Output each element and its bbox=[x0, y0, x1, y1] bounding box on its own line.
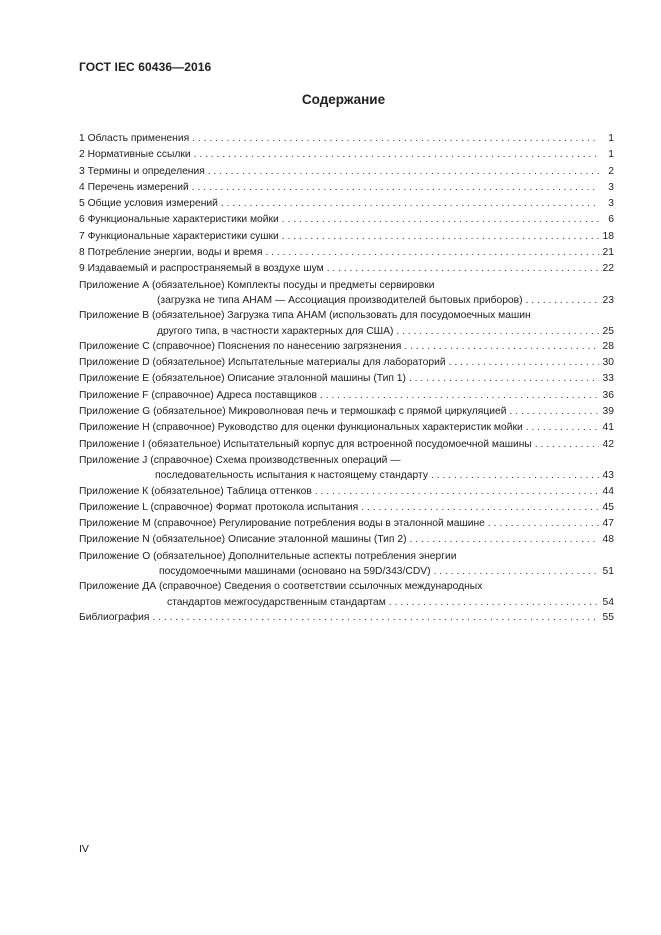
toc-entry-page: 23 bbox=[602, 294, 614, 306]
toc-entry-page: 2 bbox=[608, 165, 614, 177]
dot-leader bbox=[194, 147, 599, 163]
toc-entry-page: 47 bbox=[602, 518, 614, 530]
toc-line bbox=[79, 500, 614, 516]
toc-entry-page: 41 bbox=[602, 422, 614, 434]
toc-entry[interactable] bbox=[79, 453, 614, 484]
toc-entry[interactable] bbox=[79, 164, 614, 180]
toc-line bbox=[79, 339, 614, 355]
dot-leader bbox=[404, 339, 599, 355]
dot-leader bbox=[282, 229, 599, 245]
toc-line bbox=[79, 164, 614, 180]
toc-entry[interactable] bbox=[79, 355, 614, 371]
dot-leader bbox=[208, 164, 599, 180]
toc-entry-title: Приложение О (обязательное) Дополнительные аспекты потребления энергии bbox=[79, 550, 457, 562]
document-header: ГОСТ IEC 60436—2016 bbox=[79, 60, 212, 74]
table-of-contents bbox=[79, 131, 614, 626]
toc-entry[interactable] bbox=[79, 579, 614, 610]
toc-entry[interactable] bbox=[79, 420, 614, 436]
dot-leader bbox=[526, 293, 599, 308]
toc-entry-title: (загрузка не типа АНАМ — Ассоциация производителей бытовых приборов) bbox=[157, 294, 523, 306]
toc-entry[interactable] bbox=[79, 339, 614, 355]
toc-entry-page: 45 bbox=[602, 501, 614, 513]
toc-entry[interactable] bbox=[79, 500, 614, 516]
toc-entry-title: Приложение I (обязательное) Испытательный корпус для встроенной посудомоечной машины bbox=[79, 438, 532, 450]
dot-leader bbox=[535, 437, 599, 453]
toc-entry-title: 3 Термины и определения bbox=[79, 165, 205, 177]
dot-leader bbox=[265, 245, 599, 261]
toc-line bbox=[79, 532, 614, 548]
toc-line bbox=[79, 453, 614, 468]
dot-leader bbox=[282, 212, 599, 228]
dot-leader bbox=[315, 484, 599, 500]
dot-leader bbox=[449, 355, 599, 371]
toc-entry-page: 18 bbox=[602, 230, 614, 242]
toc-entry-page: 48 bbox=[602, 534, 614, 546]
toc-entry[interactable] bbox=[79, 229, 614, 245]
toc-line bbox=[79, 308, 614, 323]
toc-entry[interactable] bbox=[79, 610, 614, 626]
toc-entry-title: 9 Издаваемый и распространяемый в воздухе шум bbox=[79, 263, 324, 275]
toc-line bbox=[79, 324, 614, 339]
toc-entry-page: 3 bbox=[608, 198, 614, 210]
toc-line bbox=[79, 131, 614, 147]
dot-leader bbox=[488, 516, 599, 532]
toc-entry-title: Приложение F (справочное) Адреса поставщиков bbox=[79, 389, 318, 401]
toc-entry[interactable] bbox=[79, 278, 614, 309]
dot-leader bbox=[221, 196, 599, 212]
toc-entry-page: 30 bbox=[602, 357, 614, 369]
toc-entry[interactable] bbox=[79, 131, 614, 147]
dot-leader bbox=[327, 261, 599, 277]
toc-entry-page: 22 bbox=[602, 263, 614, 275]
dot-leader bbox=[192, 131, 599, 147]
toc-entry-page: 51 bbox=[602, 566, 614, 578]
toc-line bbox=[79, 437, 614, 453]
toc-entry[interactable] bbox=[79, 437, 614, 453]
toc-entry[interactable] bbox=[79, 261, 614, 277]
toc-line bbox=[79, 549, 614, 564]
toc-line bbox=[79, 293, 614, 308]
toc-entry-page: 1 bbox=[608, 133, 614, 144]
toc-entry[interactable] bbox=[79, 388, 614, 404]
dot-leader bbox=[361, 500, 599, 516]
toc-entry[interactable] bbox=[79, 484, 614, 500]
toc-line bbox=[79, 278, 614, 293]
dot-leader bbox=[431, 468, 599, 483]
toc-line bbox=[79, 420, 614, 436]
toc-entry[interactable] bbox=[79, 196, 614, 212]
dot-leader bbox=[396, 324, 599, 339]
toc-line bbox=[79, 261, 614, 277]
dot-leader bbox=[410, 532, 600, 548]
toc-entry-title: Приложение А (обязательное) Комплекты посуды и предметы сервировки bbox=[79, 279, 435, 291]
toc-entry-page: 39 bbox=[602, 406, 614, 418]
dot-leader bbox=[152, 610, 599, 626]
toc-entry-page: 25 bbox=[602, 325, 614, 337]
toc-entry-page: 33 bbox=[602, 373, 614, 385]
toc-line bbox=[79, 355, 614, 371]
toc-entry[interactable] bbox=[79, 404, 614, 420]
toc-line bbox=[79, 404, 614, 420]
toc-entry-title: 7 Функциональные характеристики сушки bbox=[79, 230, 279, 242]
toc-line bbox=[79, 610, 614, 626]
toc-entry-title: 6 Функциональные характеристики мойки bbox=[79, 214, 279, 226]
toc-entry[interactable] bbox=[79, 371, 614, 387]
toc-line bbox=[79, 484, 614, 500]
toc-entry-title: 2 Нормативные ссылки bbox=[79, 149, 191, 161]
toc-line bbox=[79, 468, 614, 483]
toc-entry[interactable] bbox=[79, 308, 614, 339]
toc-line bbox=[79, 147, 614, 163]
toc-entry-page: 42 bbox=[602, 438, 614, 450]
toc-entry-title: Приложение J (справочное) Схема производственных операций — bbox=[79, 454, 401, 466]
toc-line bbox=[79, 371, 614, 387]
page-number: IV bbox=[79, 843, 89, 855]
toc-entry-page: 1 bbox=[608, 149, 614, 161]
dot-leader bbox=[409, 371, 599, 387]
toc-entry-page: 44 bbox=[602, 485, 614, 497]
toc-entry-title: Приложение Н (справочное) Руководство для оценки функциональных характеристик мойки bbox=[79, 422, 523, 434]
toc-entry-title: Приложение N (обязательное) Описание эталонной машины (Тип 2) bbox=[79, 534, 407, 546]
toc-entry-title: стандартов межгосударственным стандартам bbox=[167, 596, 386, 608]
toc-entry[interactable] bbox=[79, 549, 614, 580]
toc-entry[interactable] bbox=[79, 532, 614, 548]
toc-entry[interactable] bbox=[79, 245, 614, 261]
dot-leader bbox=[526, 420, 599, 436]
toc-line bbox=[79, 564, 614, 579]
dot-leader bbox=[434, 564, 599, 579]
toc-entry-title: Приложение М (справочное) Регулирование потребления воды в эталонной машине bbox=[79, 518, 485, 530]
dot-leader bbox=[320, 388, 599, 404]
dot-leader bbox=[389, 595, 599, 610]
toc-line bbox=[79, 388, 614, 404]
toc-entry-page: 6 bbox=[608, 214, 614, 226]
toc-entry-title: 8 Потребление энергии, воды и время bbox=[79, 247, 263, 259]
toc-entry-title: Приложение L (справочное) Формат протокола испытания bbox=[79, 501, 359, 513]
toc-entry-page: 28 bbox=[602, 340, 614, 352]
toc-entry-page: 54 bbox=[602, 596, 614, 608]
toc-line bbox=[79, 516, 614, 532]
dot-leader bbox=[192, 180, 599, 196]
toc-entry-page: 3 bbox=[608, 181, 614, 193]
toc-line bbox=[79, 212, 614, 228]
toc-entry-title: Приложение G (обязательное) Микроволновая печь и термошкаф с прямой циркуляцией bbox=[79, 406, 507, 418]
toc-entry-title: Приложение D (обязательное) Испытательные материалы для лабораторий bbox=[79, 357, 446, 369]
toc-entry-title: Приложение ДА (справочное) Сведения о соответствии ссылочных международных bbox=[79, 581, 483, 593]
toc-entry[interactable] bbox=[79, 147, 614, 163]
toc-entry-title: Приложение К (обязательное) Таблица оттенков bbox=[79, 485, 312, 497]
toc-entry-title: 1 Область применения bbox=[79, 133, 190, 144]
toc-entry-title: Приложение С (справочное) Пояснения по нанесению загрязнения bbox=[79, 340, 402, 352]
toc-line bbox=[79, 180, 614, 196]
toc-entry[interactable] bbox=[79, 212, 614, 228]
toc-entry-page: 43 bbox=[602, 470, 614, 482]
toc-entry-title: посудомоечными машинами (основано на 59D/343/CDV) bbox=[159, 566, 431, 578]
toc-entry-title: Приложение Е (обязательное) Описание эталонной машины (Тип 1) bbox=[79, 373, 406, 385]
toc-entry-page: 55 bbox=[602, 611, 614, 623]
toc-line bbox=[79, 229, 614, 245]
toc-entry-title: 4 Перечень измерений bbox=[79, 181, 189, 193]
toc-line bbox=[79, 196, 614, 212]
toc-entry-title: Приложение В (обязательное) Загрузка типа АНАМ (использовать для посудомоечных машин bbox=[79, 310, 531, 322]
toc-line bbox=[79, 595, 614, 610]
toc-entry[interactable] bbox=[79, 180, 614, 196]
toc-line bbox=[79, 579, 614, 594]
toc-entry-title: Библиография bbox=[79, 611, 150, 623]
toc-entry-title: 5 Общие условия измерений bbox=[79, 198, 218, 210]
toc-entry-title: последовательность испытания к настоящему стандарту bbox=[155, 470, 428, 482]
dot-leader bbox=[510, 404, 599, 420]
toc-entry-page: 21 bbox=[602, 247, 614, 259]
toc-entry[interactable] bbox=[79, 516, 614, 532]
toc-entry-title: другого типа, в частности характерных для США) bbox=[157, 325, 394, 337]
toc-line bbox=[79, 245, 614, 261]
page-title: Содержание bbox=[301, 92, 386, 107]
toc-entry-page: 36 bbox=[602, 389, 614, 401]
